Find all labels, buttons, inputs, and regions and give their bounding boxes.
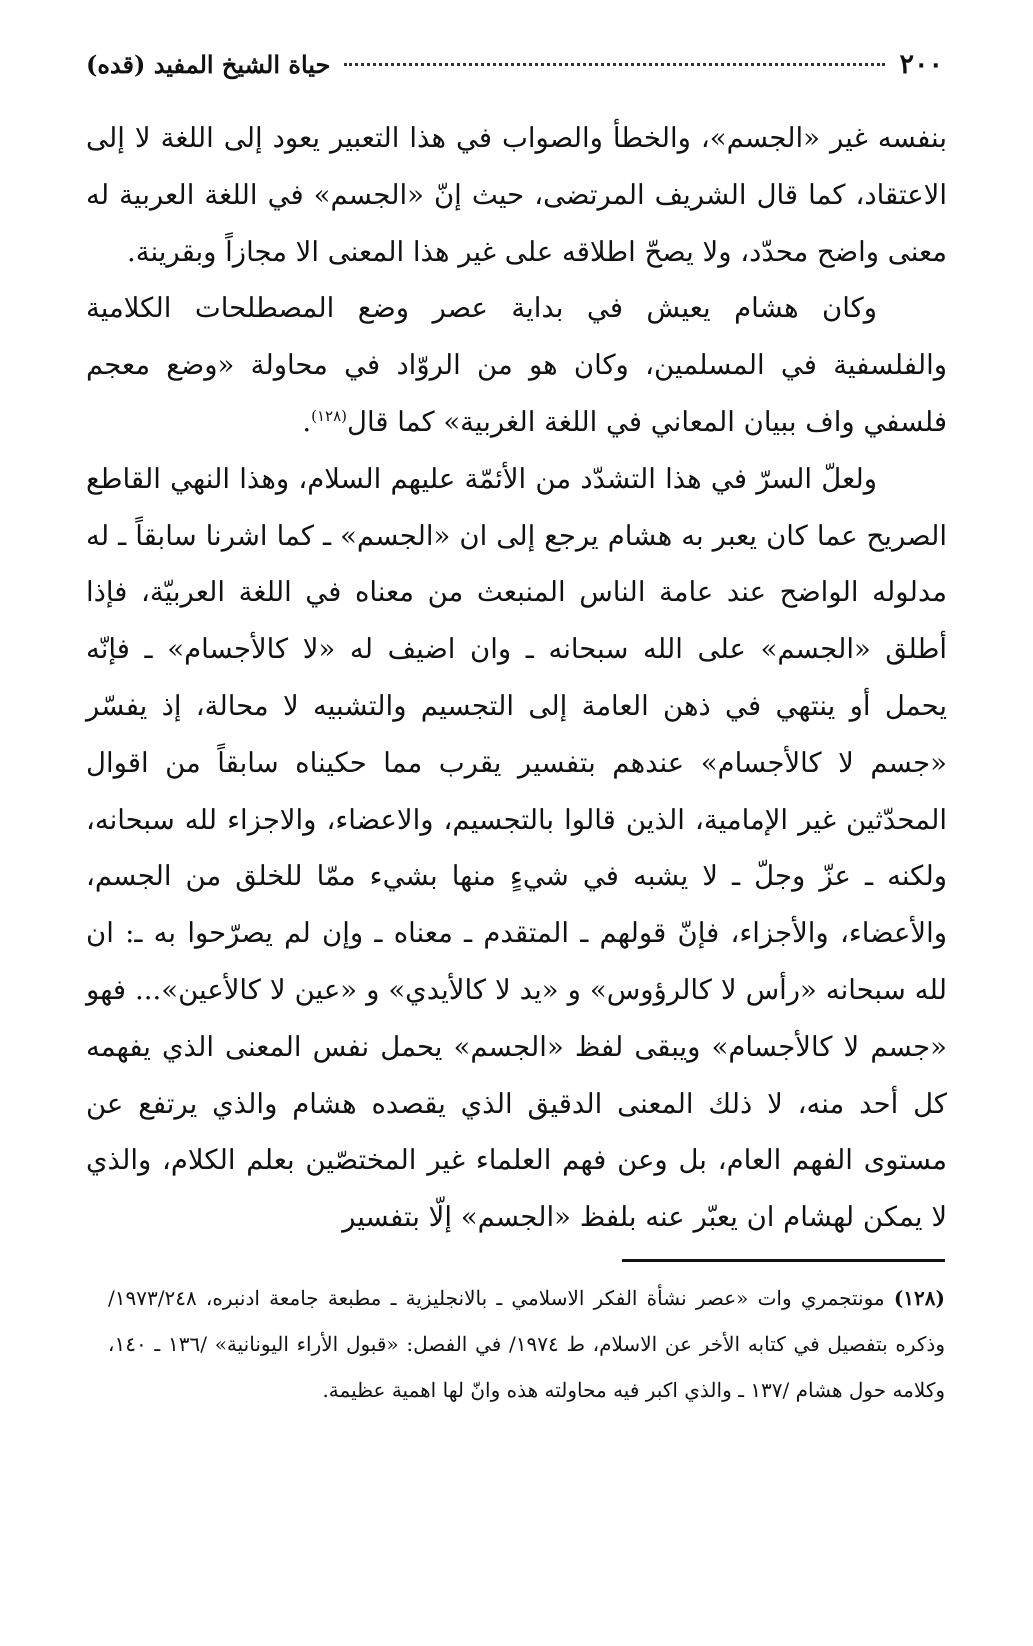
paragraph-text: بنفسه غير «الجسم»، والخطأ والصواب في هذا التعبير يعود إلى اللغة لا إلى الاعتقاد، كما قال الشريف المرتضى، حيث إنّ «الجسم» في اللغة العربية له معنى واضح محدّد، ولا يصحّ اطلاقه على غير هذا المعنى الا مجازاً وبقرينة. (86, 122, 947, 268)
page-number: ٢٠٠ (899, 48, 943, 80)
running-title: حياة الشيخ المفيد (قده) (86, 49, 331, 79)
paragraph-end: . (302, 405, 312, 438)
page-header (86, 44, 943, 84)
footnote-reference: (١٢٨) (311, 406, 347, 425)
paragraph (86, 110, 947, 280)
paragraph (86, 280, 947, 450)
footnote-text: مونتجمري وات «عصر نشأة الفكر الاسلامي ـ بالانجليزية ـ مطبعة جامعة ادنبره، ١٩٧٣/٢٤٨/ وذكره بتفصيل في كتابه الأخر عن الاسلام، ط ١٩٧٤/ في الفصل: «قبول الأراء اليونانية» /١٣٦ ـ ١٤٠، وكلامه حول هشام /١٣٧ ـ والذي اكبر فيه محاولته هذه وانّ لها اهمية عظيمة. (108, 1286, 945, 1402)
paragraph-text: وكان هشام يعيش في بداية عصر وضع المصطلحات الكلامية والفلسفية في المسلمين، وكان هو من الروّاد في محاولة «وضع معجم فلسفي واف ببيان المعاني في اللغة الغربية» كما قال (86, 292, 947, 438)
paragraph (86, 451, 947, 1246)
footnote-number: (١٢٨) (893, 1286, 945, 1310)
paragraph-text: ولعلّ السرّ في هذا التشدّد من الأئمّة عليهم السلام، وهذا النهي القاطع الصريح عما كان يعبر به هشام يرجع إلى ان «الجسم» ـ كما اشرنا سابقاً ـ له مدلوله الواضح عند عامة الناس المنبعث من معناه في اللغة العربيّة، فإذا أطلق «الجسم» على الله سبحانه ـ وان اضيف له «لا كالأجسام» ـ فإنّه يحمل أو ينتهي في ذهن العامة إلى التجسيم والتشبيه لا محالة، إذ يفسّر «جسم لا كالأجسام» عندهم بتفسير يقرب مما حكيناه سابقاً من اقوال المحدّثين غير الإمامية، الذين قالوا بالتجسيم، والاعضاء، والاجزاء لله سبحانه، ولكنه ـ عزّ وجلّ ـ لا يشبه في شيءٍ منها بشيء ممّا للخلق من الجسم، والأعضاء، والأجزاء، فإنّ قولهم ـ المتقدم ـ معناه ـ وإن لم يصرّحوا به ـ: ان لله سبحانه «رأس لا كالرؤوس» و «يد لا كالأيدي» و «عين لا كالأعين»... فهو «جسم لا كالأجسام» ويبقى لفظ «الجسم» يحمل نفس المعنى الذي يفهمه كل أحد منه، لا ذلك المعنى الدقيق الذي يقصده هشام والذي يرتفع عن مستوى الفهم العام، بل وعن فهم العلماء غير المختصّين بعلم الكلام، والذي لا يمكن لهشام ان يعبّر عنه بلفظ «الجسم» إلّا بتفسير (86, 462, 947, 1234)
dotted-leader (344, 63, 885, 66)
footnote-separator (622, 1259, 945, 1262)
main-text (86, 110, 947, 1246)
footnote (108, 1275, 945, 1413)
